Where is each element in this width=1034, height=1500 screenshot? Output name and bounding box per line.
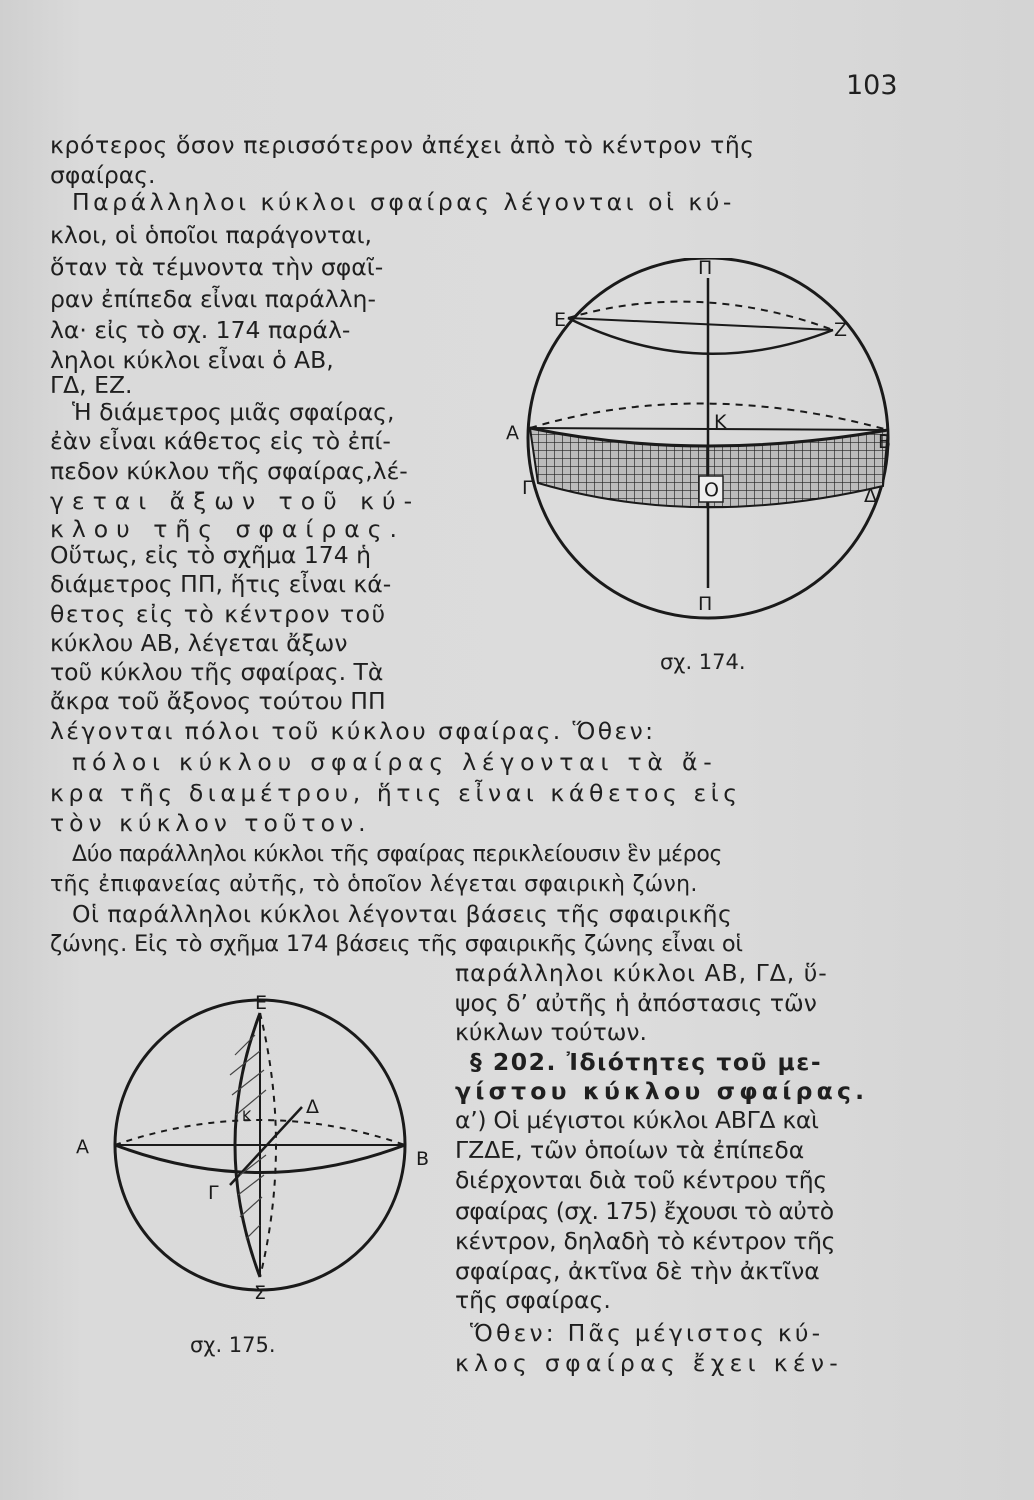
text-line: τῆς ἐπιφανείας αὐτῆς, τὸ ὁποῖον λέγεται σφαιρικὴ ζώνη. [50,872,698,897]
label-p-top: Π [698,258,713,279]
label-p-bottom: Π [698,593,713,615]
label-z: Ζ [834,319,848,341]
text-line: κύκλου ΑΒ, λέγεται ἄξων [50,629,348,657]
text-line: ψος δ’ αὐτῆς ἡ ἀπόστασις τῶν [455,989,817,1017]
label-d: Δ [306,1096,319,1118]
text-line: ραν ἐπίπεδα εἶναι παράλλη- [50,285,376,313]
label-a: Α [76,1136,89,1158]
text-line: Δύο παράλληλοι κύκλοι τῆς σφαίρας περικλείουσιν ἓν μέρος [72,842,723,867]
text-line: Οὕτως, εἰς τὸ σχῆμα 174 ἡ [50,541,372,569]
label-b: Β [878,431,892,453]
text-line: κύκλων τούτων. [455,1018,648,1046]
label-k: Κ [242,1109,252,1125]
text-line: α’) Οἱ μέγιστοι κύκλοι ΑΒΓΔ καὶ [455,1106,819,1134]
text-line: τὸν κύκλον τοῦτον. [50,809,371,837]
text-line: σφαίρας. [50,161,156,189]
text-line: διέρχονται διὰ τοῦ κέντρου τῆς [455,1166,827,1194]
text-line: ζώνης. Εἰς τὸ σχῆμα 174 βάσεις τῆς σφαιρικῆς ζώνης εἶναι οἱ [50,931,743,957]
text-line: λα· εἰς τὸ σχ. 174 παράλ- [50,316,351,344]
text-line: ἄκρα τοῦ ἄξονος τούτου ΠΠ [50,687,386,715]
text-line: γεται ἄξων τοῦ κύ- [50,487,421,515]
text-line: ληλοι κύκλοι εἶναι ὁ ΑΒ, [50,346,334,374]
text-line: ΓΖΔΕ, τῶν ὁποίων τὰ ἐπίπεδα [455,1136,805,1164]
text-line: κλου τῆς σφαίρας. [50,515,406,543]
chord-ez [568,318,833,330]
text-line: Ὅθεν: Πᾶς μέγιστος κύ- [470,1319,824,1347]
circle-ez-back [568,302,833,330]
label-o: Ο [704,479,719,501]
text-line: ΓΔ, ΕΖ. [50,371,133,399]
section-heading: γίστου κύκλου σφαίρας. [455,1077,869,1105]
label-k: Κ [714,411,727,433]
text-line: κλος σφαίρας ἔχει κέν- [455,1349,844,1377]
text-line: διάμετρος ΠΠ, ἥτις εἶναι κά- [50,570,392,598]
text-line: τῆς σφαίρας. [455,1286,611,1314]
label-g: Γ [522,477,533,499]
page-number: 103 [846,70,898,101]
text-line: θετος εἰς τὸ κέντρον τοῦ [50,600,387,628]
text-line: πόλοι κύκλου σφαίρας λέγονται τὰ ἄ- [72,748,718,776]
figure-174 [498,258,908,638]
text-line: Οἱ παράλληλοι κύκλοι λέγονται βάσεις τῆς σφαιρικῆς [72,900,733,928]
text-line: πεδον κύκλου τῆς σφαίρας,λέ- [50,457,408,485]
text-line: Παράλληλοι κύκλοι σφαίρας λέγονται οἱ κύ- [72,188,735,216]
label-e: Ε [554,309,567,331]
section-heading: § 202. Ἰδιότητες τοῦ με- [470,1048,823,1076]
text-line: κλοι, οἱ ὁποῖοι παράγονται, [50,221,373,249]
label-e: Ε [255,995,268,1014]
figure-174-caption: σχ. 174. [660,650,746,674]
text-line: κέντρον, δηλαδὴ τὸ κέντρον τῆς [455,1227,836,1255]
text-line: παράλληλοι κύκλοι ΑΒ, ΓΔ, ὕ- [455,959,828,987]
text-line: σφαίρας, ἀκτῖνα δὲ τὴν ἀκτῖνα [455,1257,820,1285]
label-b: Β [416,1148,430,1170]
label-d: Δ [864,485,877,507]
text-line: Ἡ διάμετρος μιᾶς σφαίρας, [72,398,395,426]
text-line: ὅταν τὰ τέμνοντα τὴν σφαῖ- [50,253,384,281]
text-line: τοῦ κύκλου τῆς σφαίρας. Τὰ [50,658,384,686]
label-s: Σ [254,1282,267,1304]
label-g: Γ [208,1182,219,1204]
label-a: Α [506,422,519,444]
text-line: ἐὰν εἶναι κάθετος εἰς τὸ ἐπί- [50,427,391,455]
text-line: κρότερος ὅσον περισσότερον ἀπέχει ἀπὸ τὸ κέντρον τῆς [50,131,755,159]
text-line: σφαίρας (σχ. 175) ἔχουσι τὸ αὐτὸ [455,1197,834,1225]
text-line: κρα τῆς διαμέτρου, ἥτις εἶναι κάθετος εἰς [50,779,742,807]
text-line: λέγονται πόλοι τοῦ κύκλου σφαίρας. Ὅθεν: [50,717,656,745]
figure-175-caption: σχ. 175. [190,1333,276,1357]
figure-175 [70,995,450,1305]
